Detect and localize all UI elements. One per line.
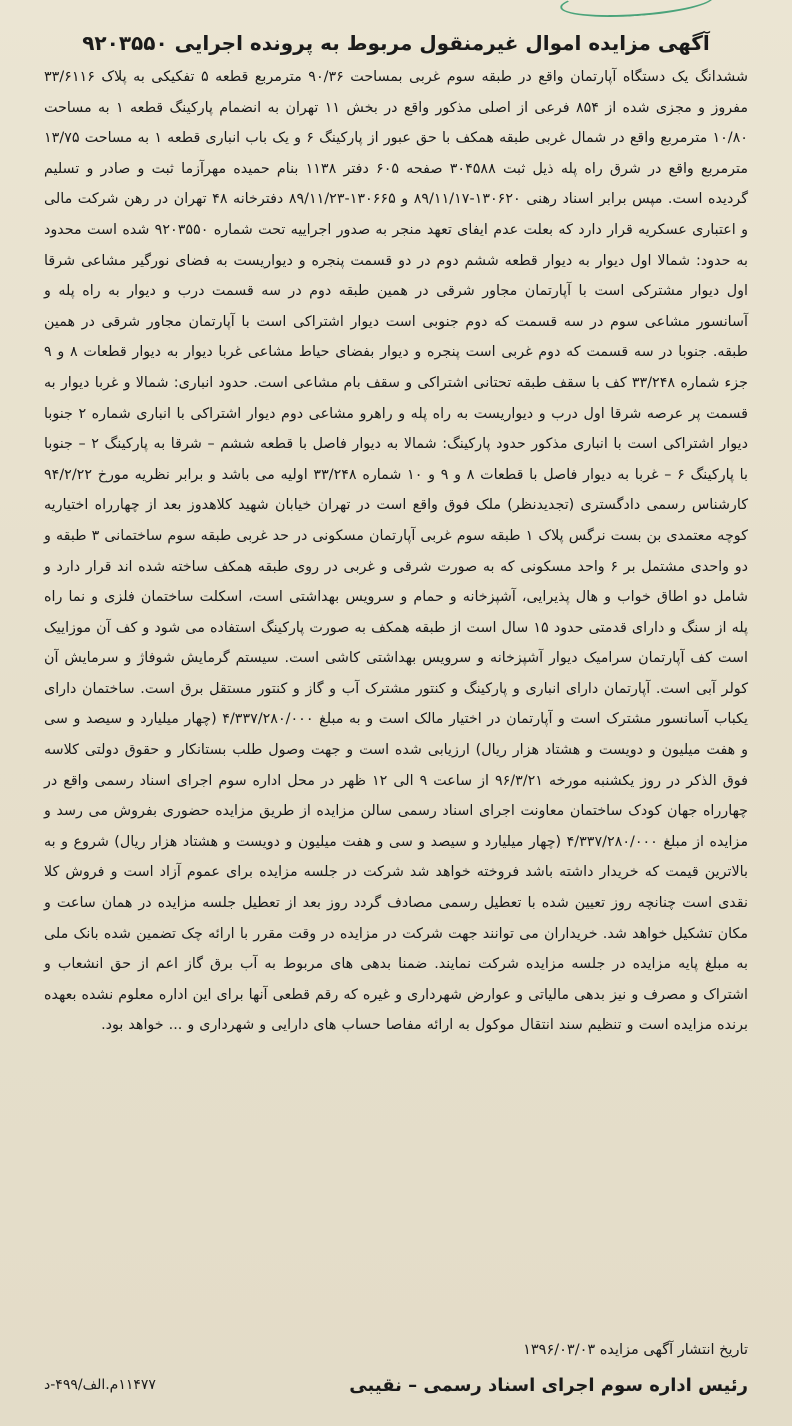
ad-body-text: ششدانگ یک دستگاه آپارتمان واقع در طبقه سوم غربی بمساحت ۹۰/۳۶ مترمربع قطعه ۵ تفکیکی به پلاک ۳۳/۶۱۱۶ مفروز و مجزی شده از ۸۵۴ فرعی از اصلی مذکور واقع در بخش ۱۱ تهران به انضمام پارکینگ قطعه ۱ به مساحت ۱۰/۸۰ مترمربع واقع در شمال غربی طبقه همکف با حق عبور از پارکینگ ۶ و یک باب انباری قطعه ۱ به مساحت ۱۳/۷۵ مترمربع واقع در شرق راه پله ذیل ثبت ۳۰۴۵۸۸ صفحه ۶۰۵ دفتر ۱۱۳۸ بنام حمیده مهرآزما ثبت و صادر و تسلیم گردیده است. مپس برابر اسناد رهنی ۱۳۰۶۲۰-۸۹/۱۱/۱۷ و ۱۳۰۶۶۵-۸۹/۱۱/۲۳ دفترخانه ۴۸ تهران در رهن شرکت مالی و اعتباری عسکریه قرار دارد که بعلت عدم ایفای تعهد منجر به صدور اجراییه تحت شماره ۹۲۰۳۵۵۰ شده است محدود به حدود: شمالا اول دیوار به دیوار قطعه ششم دوم در دو قسمت پنجره و دیواریست به فضای نورگیر مشاعی شرقا اول دیوار مشترکی است با آپارتمان مجاور شرقی در همین طبقه دوم در سه قسمت درب و دیوار به راه پله و آسانسور مشاعی سوم در سه قسمت که دوم جنوبی است دیوار اشتراکی است با آپارتمان مجاور شرقی در همین طبقه. جنوبا در سه قسمت که دوم غربی است پنجره و دیوار بفضای حیاط مشاعی غربا دیوار به دیوار قطعات ۸ و ۹ جزء شماره ۳۳/۲۴۸ کف با سقف طبقه تحتانی اشتراکی و سقف بام مشاعی است. حدود انباری: شمالا و غربا دیوار به قسمت پر عرصه شرقا اول درب و دیواریست به راه پله و راهرو مشاعی دوم دیوار اشتراکی با انباری شماره ۲ جنوبا دیوار اشتراکی است با انباری مذکور حدود پارکینگ: شمالا به دیوار فاصل با قطعه ششم – شرقا به پارکینگ ۲ – جنوبا با پارکینگ ۶ – غربا به دیوار فاصل با قطعات ۸ و ۹ و ۱۰ شماره ۳۳/۲۴۸ اولیه می باشد و برابر نظریه مورخ ۹۴/۲/۲۲ کارشناس رسمی دادگستری (تجدیدنظر) ملک فوق واقع است در تهران خیابان شهید کلاهدوز بعد از چهارراه اختیاریه کوچه معتمدی بن بست نرگس پلاک ۱ طبقه سوم غربی آپارتمان مسکونی در حد غربی طبقه سوم ساختمانی ۳ طبقه و دو واحدی مشتمل بر ۶ واحد مسکونی که به صورت شرقی و غربی در روی طبقه همکف ساخته شده اند قرار دارد و شامل دو اطاق خواب و هال پذیرایی، آشپزخانه و حمام و سرویس بهداشتی است، اسکلت ساختمان فلزی و نما راه پله از سنگ و دارای قدمتی حدود ۱۵ سال است از طبقه همکف به صورت پارکینگ استفاده می شود و کف آن موزاییک است کف آپارتمان سرامیک دیوار آشپزخانه و سرویس بهداشتی کاشی است. سیستم گرمایش شوفاژ و سرمایش آن کولر آبی است. آپارتمان دارای انباری و پارکینگ و کنتور مشترک آب و گاز و کنتور مستقل برق است. ساختمان دارای یکباب آسانسور مشترک است و آپارتمان در اختیار مالک است و به مبلغ ۴/۳۳۷/۲۸۰/۰۰۰ (چهار میلیارد و سیصد و سی و هفت میلیون و دویست و هشتاد هزار ریال) ارزیابی شده است و جهت وصول طلب بستانکار و حقوق دولتی کلاسه فوق الذکر در روز یکشنبه مورخه ۹۶/۳/۲۱ از ساعت ۹ الی ۱۲ ظهر در محل اداره سوم اجرای اسناد رسمی واقع در چهارراه جهان کودک ساختمان معاونت اجرای اسناد رسمی سالن مزایده از طریق مزایده حضوری بفروش می رسد و مزایده از مبلغ ۴/۳۳۷/۲۸۰/۰۰۰ (چهار میلیارد و سیصد و سی و هفت میلیون و دویست و هشتاد هزار ریال) شروع و به بالاترین قیمت که خریدار داشته باشد فروخته خواهد شد شرکت در جلسه مزایده برای عموم آزاد است و فروش کلا نقدی است چنانچه روز تعیین شده با تعطیل رسمی مصادف گردد روز بعد از تعطیل جلسه مزایده در همان ساعت و مکان تشکیل خواهد شد. خریداران می توانند جهت شرکت در مزایده در وقت مقرر با ارائه چک تضمین شده بانک ملی به مبلغ پایه مزایده در جلسه مزایده شرکت نمایند. ضمنا بدهی های مربوط به آب برق گاز اعم از حق انشعاب و اشتراک و مصرف و نیز بدهی مالیاتی و عوارض شهرداری و غیره که رقم قطعی آنها برای این اداره معلوم نشده بعهده برنده مزایده است و تنظیم سند انتقال موکول به ارائه مفاصا حساب های دارایی و شهرداری و ... خواهد بود. [44,69,749,1034]
signature-line: رئیس اداره سوم اجرای اسناد رسمی – نقیبی [349,1374,748,1396]
ad-title: آگهی مزایده اموال غیرمنقول مربوط به پرونده اجرایی ۹۲۰۳۵۵۰ [82,31,710,55]
pen-mark [559,0,715,21]
publication-date: تاریخ انتشار آگهی مزایده ۱۳۹۶/۰۳/۰۳ [523,1342,748,1358]
reference-code: ۱۱۴۷۷م.الف/۴۹۹-د [44,1377,156,1393]
ad-footer [44,1368,748,1402]
